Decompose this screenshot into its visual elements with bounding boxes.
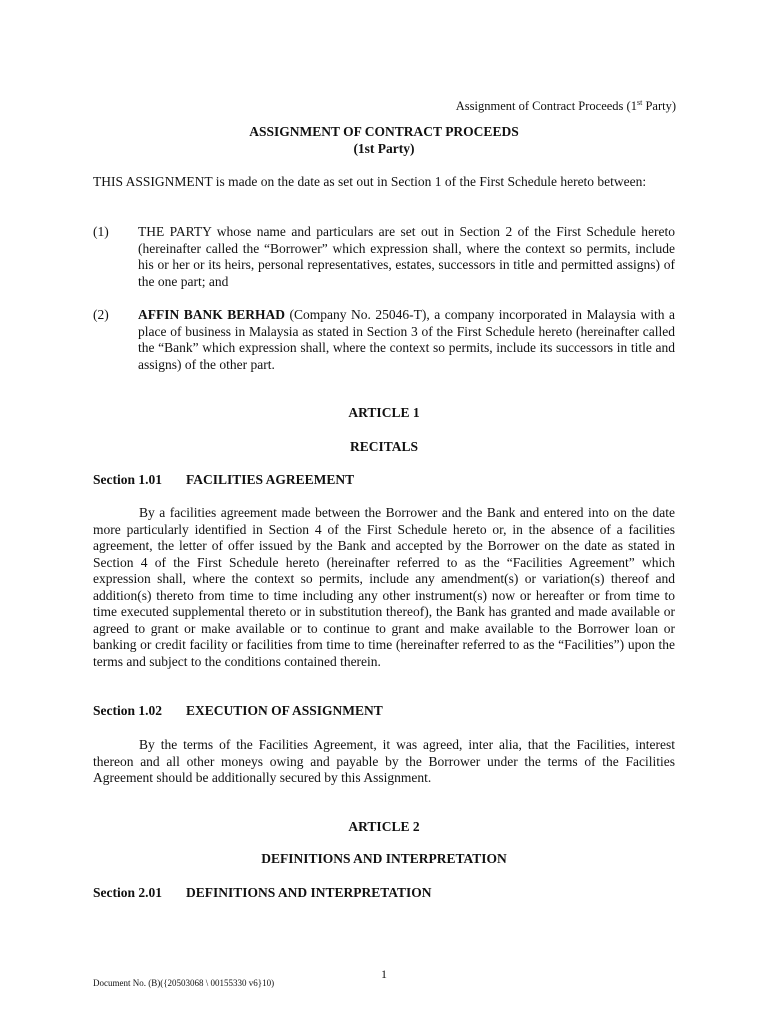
running-header-tail: Party) xyxy=(642,99,676,114)
section-1-02-number: Section 1.02 xyxy=(93,703,162,718)
page-number: 1 xyxy=(381,967,387,981)
section-1-01-title: FACILITIES AGREEMENT xyxy=(186,472,355,487)
party-2-description: (Company No. 25046-T), a company incorporated in Malaysia with a place of business in Malaysia as stated in Section 3 of the First Schedule hereto (hereinafter called the “Bank” which expression shall, where the context so permits, include its successors in title and assigns) of the other part. xyxy=(138,307,675,372)
party-2-name: AFFIN BANK BERHAD xyxy=(138,307,286,322)
running-header-sup: st xyxy=(636,98,643,107)
party-1-text: THE PARTY whose name and particulars are set out in Section 2 of the First Schedule hereto (hereinafter called the “Borrower” which expression shall, where the context so permits, include his or her or its heirs, personal representatives, estates, successors in title and permitted assigns) of the one part; and xyxy=(138,224,675,289)
article-2-heading: ARTICLE 2 xyxy=(348,819,420,834)
section-1-02-heading xyxy=(93,703,383,720)
section-1-02-body: By the terms of the Facilities Agreement, it was agreed, inter alia, that the Facilities, interest thereon and all other moneys owing and payable by the Borrower under the terms of the Facilities Agreement should be additionally secured by this Assignment. xyxy=(93,737,675,785)
party-2-number: (2) xyxy=(93,307,109,322)
section-1-01-body: By a facilities agreement made between the Borrower and the Bank and entered into on the date more particularly identified in Section 4 of the First Schedule hereto or, in the absence of a facilities agreement, the letter of offer issued by the Bank and accepted by the Borrower on the date as stated in Section 4 of the First Schedule hereto (hereinafter referred to as the “Facilities Agreement” which expression shall, where the context so permits, include any amendment(s) or variation(s) thereof and addition(s) thereto from time to time including any other instrument(s) now or hereafter or from time to time executed supplemental thereto or in substitution thereof), the Bank has granted and made available or agreed to grant or make available or to continue to grant and make available to the Borrower loan or banking or credit facility or facilities from time to time (hereinafter referred to as the “Facilities”) upon the terms and subject to the conditions contained therein. xyxy=(93,505,675,669)
article-1-subheading: RECITALS xyxy=(349,439,419,454)
section-2-01-number: Section 2.01 xyxy=(93,885,162,900)
section-2-01-heading xyxy=(93,885,432,902)
document-title: ASSIGNMENT OF CONTRACT PROCEEDS xyxy=(249,124,519,139)
section-2-01-title: DEFINITIONS AND INTERPRETATION xyxy=(186,885,432,900)
intro-paragraph: THIS ASSIGNMENT is made on the date as set out in Section 1 of the First Schedule hereto between: xyxy=(93,174,647,189)
party-2 xyxy=(93,307,675,373)
document-number: Document No. (B)({20503068 \ 00155330 v6}10) xyxy=(93,978,275,988)
party-2-text xyxy=(138,307,675,373)
article-2-subheading: DEFINITIONS AND INTERPRETATION xyxy=(261,851,507,866)
section-1-01-number: Section 1.01 xyxy=(93,472,162,487)
party-1-number: (1) xyxy=(93,224,109,239)
running-header xyxy=(456,96,676,113)
party-1 xyxy=(93,224,675,290)
running-header-title: Assignment of Contract Proceeds (1 xyxy=(455,99,637,114)
document-subtitle: (1st Party) xyxy=(353,141,415,156)
article-1-heading: ARTICLE 1 xyxy=(348,405,420,420)
section-1-01-heading xyxy=(93,472,354,489)
section-1-02-title: EXECUTION OF ASSIGNMENT xyxy=(186,703,383,718)
